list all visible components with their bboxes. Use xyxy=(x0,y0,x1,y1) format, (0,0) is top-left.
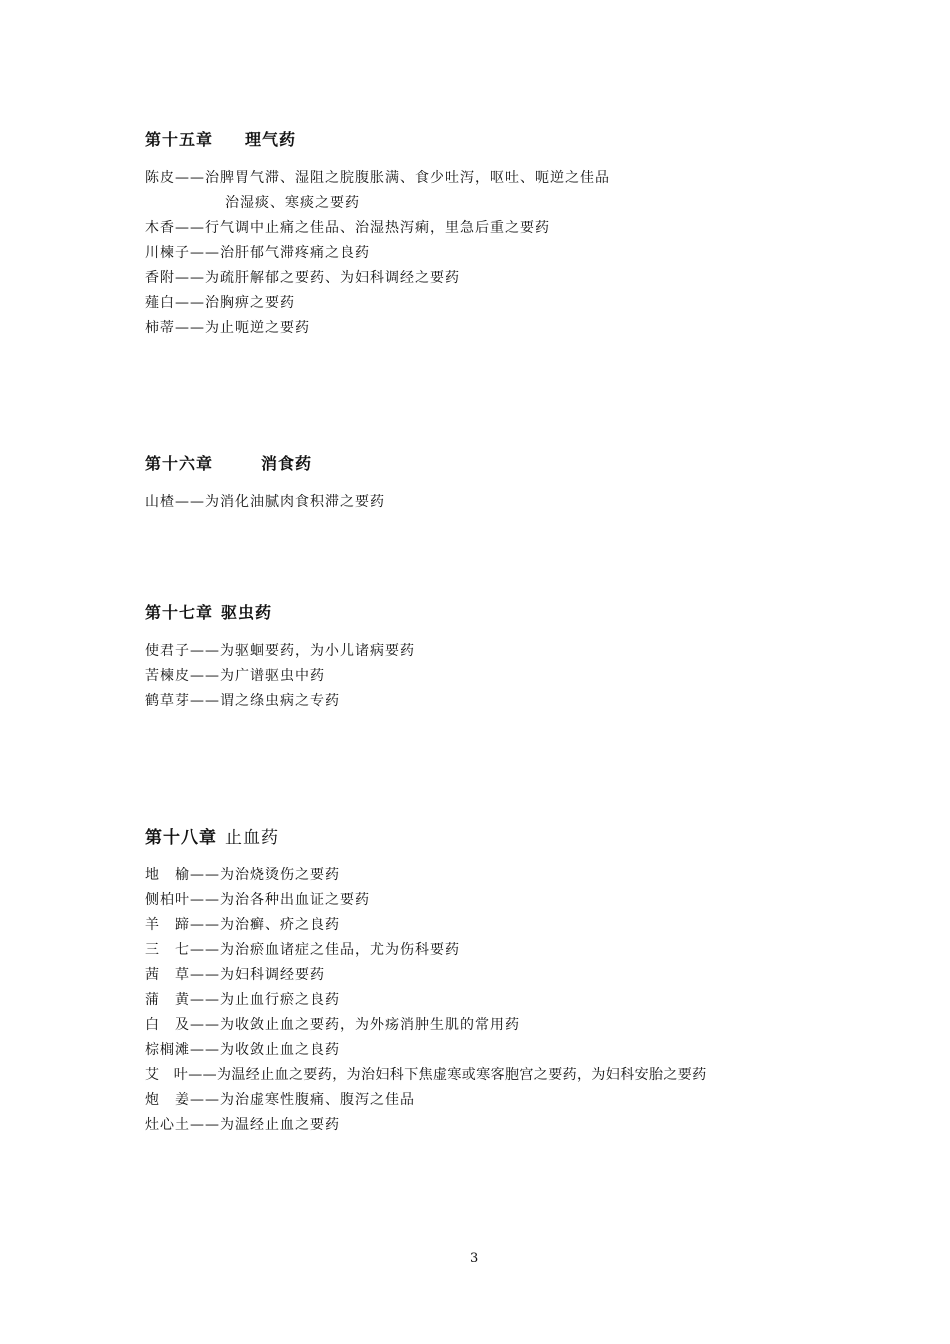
entry-line: 陈皮——治脾胃气滞、湿阻之脘腹胀满、食少吐泻，呕吐、呃逆之佳品 xyxy=(145,170,610,186)
entry-line: 棕榈滩——为收敛止血之良药 xyxy=(145,1042,340,1058)
entry-line: 川楝子——治肝郁气滞疼痛之良药 xyxy=(145,245,370,261)
entry-line: 薤白——治胸痹之要药 xyxy=(145,295,295,311)
entry-line: 鹤草芽——谓之绦虫病之专药 xyxy=(145,693,340,709)
chapter-title: 消食药 xyxy=(261,454,313,473)
entry-line: 白 及——为收敛止血之要药，为外疡消肿生肌的常用药 xyxy=(145,1017,520,1033)
chapter-number: 第十五章 xyxy=(145,130,214,149)
entry-line: 使君子——为驱蛔要药，为小儿诸病要药 xyxy=(145,643,415,659)
chapter-title: 止血药 xyxy=(225,828,279,848)
chapter-heading-15 xyxy=(145,127,296,150)
chapter-heading-17 xyxy=(145,600,272,623)
entry-line-continuation: 治湿痰、寒痰之要药 xyxy=(225,195,360,211)
chapter-number: 第十七章 xyxy=(145,603,214,622)
entry-line: 茜 草——为妇科调经要药 xyxy=(145,967,325,983)
entry-line: 侧柏叶——为治各种出血证之要药 xyxy=(145,892,370,908)
entry-line: 地 榆——为治烧烫伤之要药 xyxy=(145,867,340,883)
chapter-heading-16 xyxy=(145,451,312,474)
entry-line: 灶心土——为温经止血之要药 xyxy=(145,1117,340,1133)
entry-line: 艾 叶——为温经止血之要药，为治妇科下焦虚寒或寒客胞宫之要药，为妇科安胎之要药 xyxy=(145,1067,707,1083)
entry-line: 柿蒂——为止呃逆之要药 xyxy=(145,320,310,336)
page-number: 3 xyxy=(470,1251,479,1266)
chapter-number: 第十六章 xyxy=(145,454,214,473)
entry-line: 苦楝皮——为广谱驱虫中药 xyxy=(145,668,325,684)
chapter-title: 驱虫药 xyxy=(221,603,273,622)
entry-line: 三 七——为治瘀血诸症之佳品，尤为伤科要药 xyxy=(145,942,460,958)
entry-line: 山楂——为消化油腻肉食积滞之要药 xyxy=(145,494,385,510)
chapter-heading-18 xyxy=(145,823,279,848)
entry-line: 蒲 黄——为止血行瘀之良药 xyxy=(145,992,340,1008)
entry-line: 羊 蹄——为治癣、疥之良药 xyxy=(145,917,340,933)
entry-line: 木香——行气调中止痛之佳品、治湿热泻痢，里急后重之要药 xyxy=(145,220,550,236)
chapter-title: 理气药 xyxy=(245,130,297,149)
entry-line: 香附——为疏肝解郁之要药、为妇科调经之要药 xyxy=(145,270,460,286)
entry-line: 炮 姜——为治虚寒性腹痛、腹泻之佳品 xyxy=(145,1092,415,1108)
chapter-number: 第十八章 xyxy=(145,828,217,848)
